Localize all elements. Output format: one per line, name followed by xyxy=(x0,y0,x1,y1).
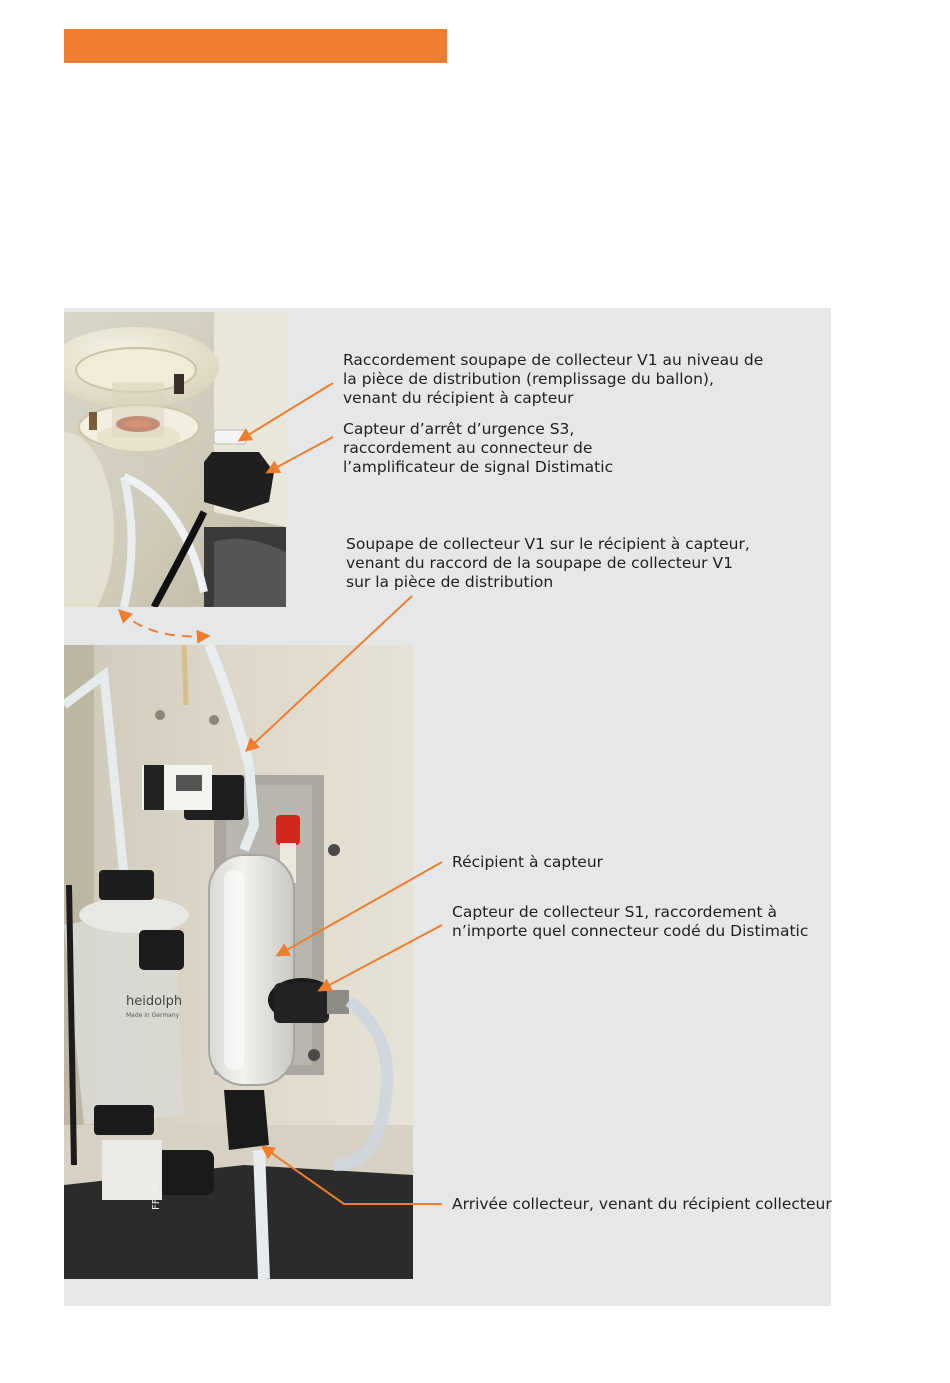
label-v1-valve: Soupape de collecteur V1 sur le récipient à capteur, venant du raccord de la soupape de collecteur V1 sur la pièce de distribution xyxy=(346,535,750,591)
arrow-sensor-vessel xyxy=(278,862,442,955)
arrow-dashed-connection xyxy=(120,611,208,636)
label-s3-sensor: Capteur d’arrêt d’urgence S3, raccordement au connecteur de l’amplificateur de signal Distimatic xyxy=(343,420,614,476)
photo-brand-subtext: Made in Germany xyxy=(126,1012,180,1019)
arrow-inlet xyxy=(263,1147,442,1204)
label-s1-sensor: Capteur de collecteur S1, raccordement à n’importe quel connecteur codé du Distimatic xyxy=(452,903,809,940)
arrow-v1-valve xyxy=(247,596,412,750)
label-inlet: Arrivée collecteur, venant du récipient collecteur xyxy=(452,1195,832,1213)
label-v1-distribution: Raccordement soupape de collecteur V1 au niveau de la pièce de distribution (remplissage du ballon), venant du récipient à capteur xyxy=(343,351,764,407)
label-sensor-vessel: Récipient à capteur xyxy=(452,853,604,871)
photo-brand-text: heidolph xyxy=(126,994,183,1009)
arrow-s1-sensor xyxy=(320,925,442,990)
photo-ffkm-text: FFKM xyxy=(151,1183,162,1210)
arrow-v1-distribution xyxy=(240,383,333,440)
arrow-s3-sensor xyxy=(268,437,333,472)
